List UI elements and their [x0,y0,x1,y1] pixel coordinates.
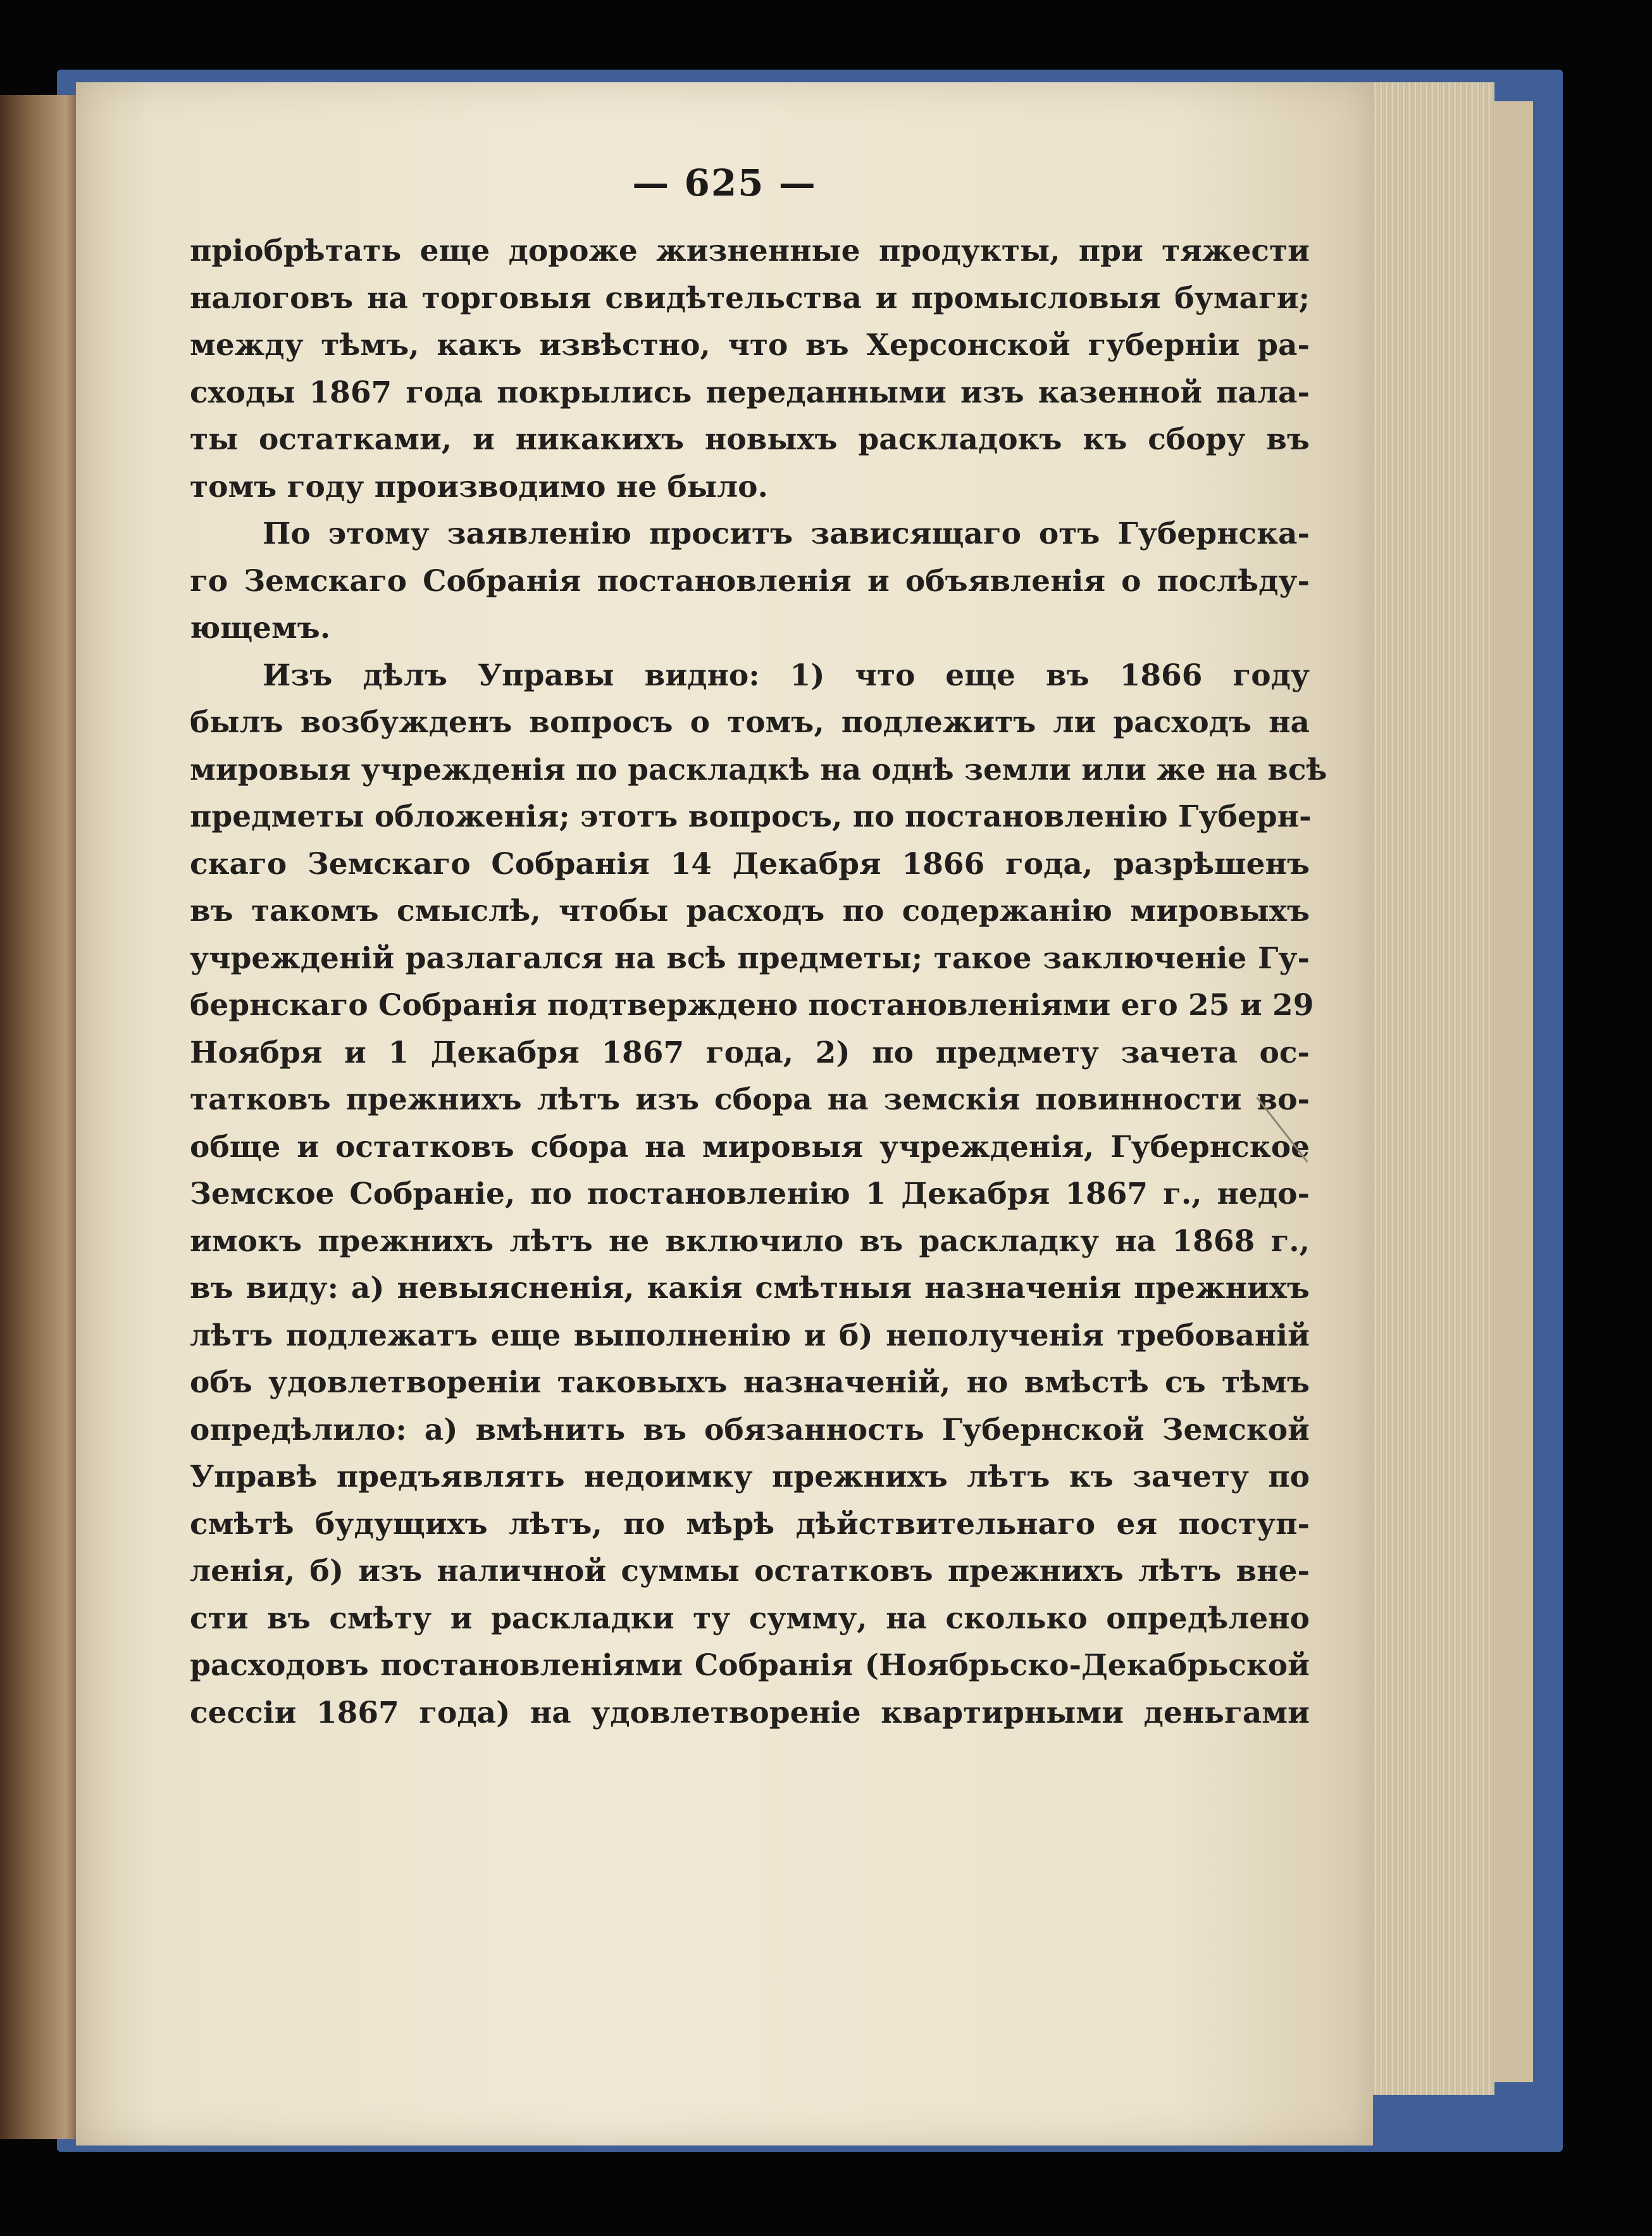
text-line: ты остатками, и никакихъ новыхъ раскладокъ къ сбору въ [190,422,1310,457]
book-page [76,82,1373,2145]
text-line: Управѣ предъявлять недоимку прежнихъ лѣтъ къ зачету по [190,1459,1310,1494]
text-line: объ удовлетвореніи таковыхъ назначеній, но вмѣстѣ съ тѣмъ [190,1365,1310,1400]
text-line: обще и остатковъ сбора на мировыя учрежденія, Губернское [190,1129,1310,1165]
text-line: пріобрѣтать еще дороже жизненные продукты, при тяжести [190,234,1310,268]
text-line: имокъ прежнихъ лѣтъ не включило въ раскладку на 1868 г., [190,1223,1310,1259]
text-line: скаго Земскаго Собранія 14 Декабря 1866 года, разрѣшенъ [190,846,1310,882]
text-line: смѣтѣ будущихъ лѣтъ, по мѣрѣ дѣйствительнаго ея поступ- [190,1506,1310,1542]
text-line: По этому заявленію проситъ зависящаго отъ Губернска- [263,516,1310,551]
text-line: мировыя учрежденія по раскладкѣ на однѣ земли или же на всѣ [190,752,1327,787]
text-line: сти въ смѣту и раскладки ту сумму, на сколько опредѣлено [190,1601,1310,1636]
text-line: учрежденій разлагался на всѣ предметы; такое заключеніе Гу- [190,940,1310,976]
text-line: сходы 1867 года покрылись переданными изъ казенной пала- [190,375,1310,410]
text-line: Ноября и 1 Декабря 1867 года, 2) по предмету зачета ос- [190,1035,1310,1070]
text-line: былъ возбужденъ вопросъ о томъ, подлежитъ ли расходъ на [190,705,1310,740]
text-line: го Земскаго Собранія постановленія и объявленія о послѣду- [190,563,1310,599]
previous-page-edge [0,95,82,2139]
text-line: расходовъ постановленіями Собранія (Ноябрьско-Декабрьской [190,1648,1310,1683]
text-line: опредѣлило: а) вмѣнить въ обязанность Губернской Земской [190,1412,1310,1447]
text-line: ющемъ. [190,611,331,646]
text-line: томъ году производимо не было. [190,469,768,504]
text-line: Изъ дѣлъ Управы видно: 1) что еще въ 1866 году [263,658,1310,693]
text-line: ленія, б) изъ наличной суммы остатковъ прежнихъ лѣтъ вне- [190,1554,1310,1589]
body-text [190,228,1327,1737]
text-line: налоговъ на торговыя свидѣтельства и промысловыя бумаги; [190,280,1310,316]
text-line: въ виду: а) невыясненія, какія смѣтныя назначенія прежнихъ [190,1271,1310,1306]
text-line: предметы обложенія; этотъ вопросъ, по постановленію Губерн- [190,799,1312,834]
text-line: Земское Собраніе, по постановленію 1 Декабря 1867 г., недо- [190,1177,1310,1211]
page-number: — 625 — [632,161,817,204]
text-line: между тѣмъ, какъ извѣстно, что въ Херсонской губерніи ра- [190,328,1310,363]
text-line: бернскаго Собранія подтверждено постановленіями его 25 и 29 [190,988,1314,1023]
text-line: въ такомъ смыслѣ, чтобы расходъ по содержанію мировыхъ [190,894,1310,928]
text-line: сессіи 1867 года) на удовлетвореніе квартирными деньгами [190,1695,1310,1730]
text-line: татковъ прежнихъ лѣтъ изъ сбора на земскія повинности во- [190,1082,1310,1117]
text-line: лѣтъ подлежатъ еще выполненію и б) неполученія требованій [190,1318,1310,1353]
